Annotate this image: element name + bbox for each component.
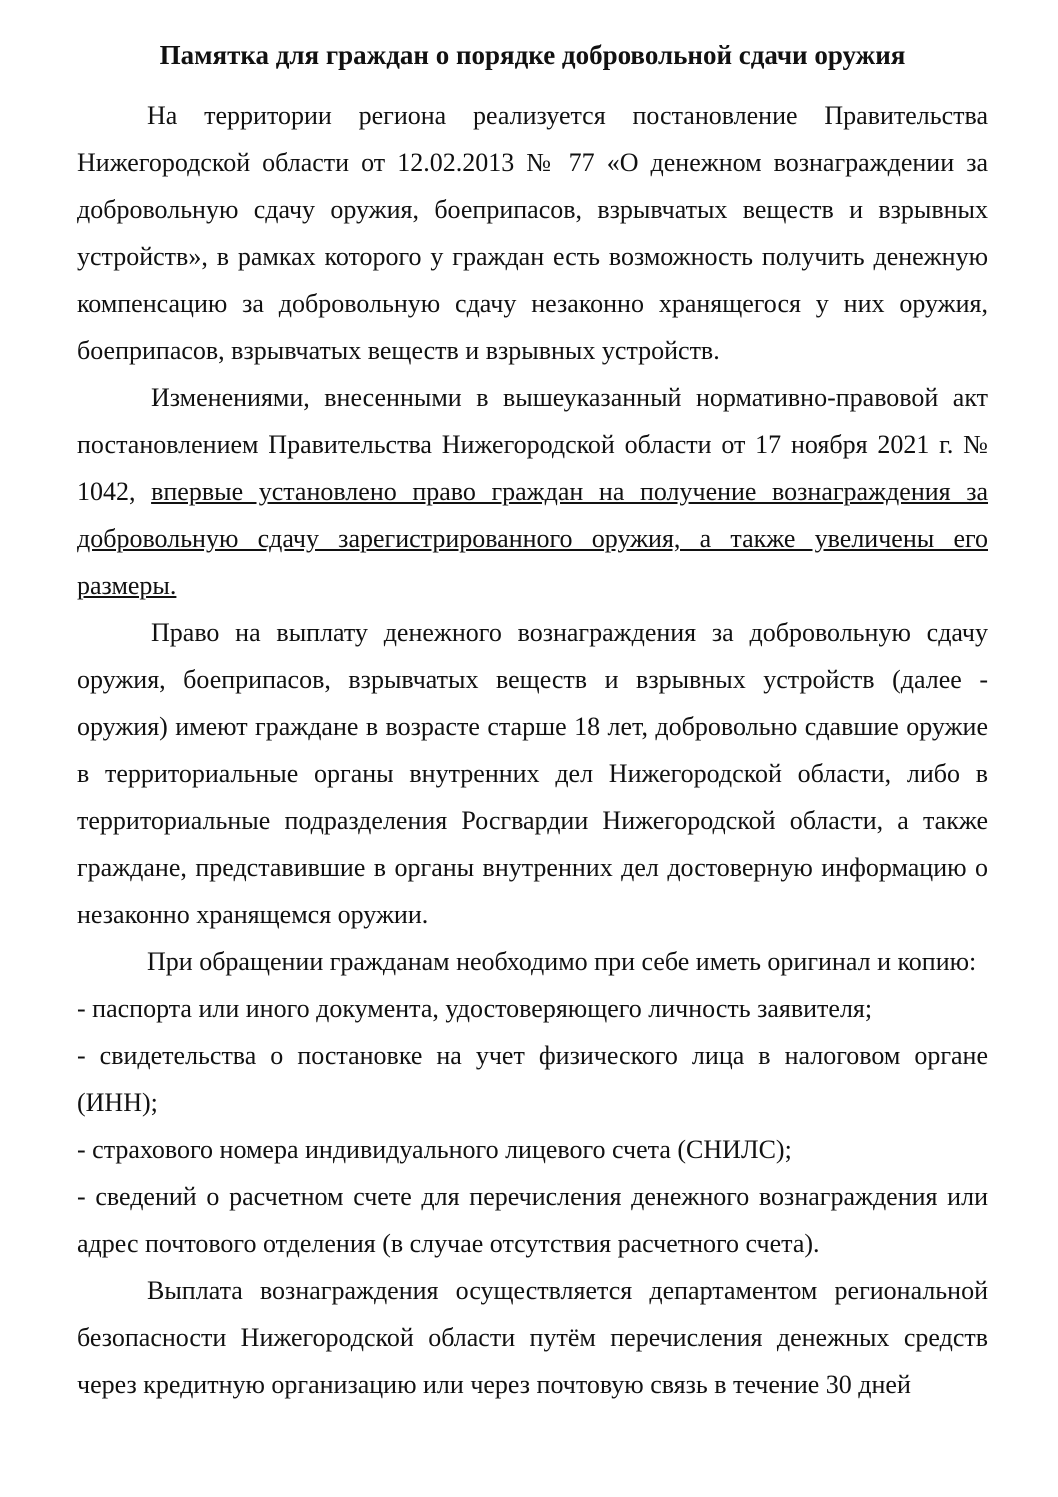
document-page — [77, 30, 988, 1408]
paragraph-eligibility: Право на выплату денежного вознаграждения за добровольную сдачу оружия, боеприпасов, взрывчатых веществ и взрывных устройств (далее - оружия) имеют граждане в возрасте старше 18 лет, добровольно сдавшие оружие в территориальные органы внутренних дел Нижегородской области, либо в территориальные подразделения Росгвардии Нижегородской области, а также граждане, представившие в органы внутренних дел достоверную информацию о незаконно хранящемся оружии. — [77, 618, 988, 929]
paragraph-documents-intro: При обращении гражданам необходимо при себе иметь оригинал и копию: — [147, 947, 977, 976]
paragraph-program: На территории региона реализуется постановление Правительства Нижегородской области от 12.02.2013 № 77 «О денежном вознаграждении за добровольную сдачу оружия, боеприпасов, взрывчатых веществ и взрывных устройств», в рамках которого у граждан есть возможность получить денежную компенсацию за добровольную сдачу незаконно хранящегося у них оружия, боеприпасов, взрывчатых веществ и взрывных устройств. — [77, 101, 988, 365]
document-title: Памятка для граждан о порядке добровольной сдачи оружия — [159, 40, 906, 70]
document-list-item: - паспорта или иного документа, удостоверяющего личность заявителя; — [77, 994, 873, 1023]
amendments-text: Изменениями, внесенными в вышеуказанный нормативно-правовой акт постановлением Правительства Нижегородской области от 17 ноября 2021 г. № 1042, — [77, 383, 988, 506]
paragraph-payment: Выплата вознаграждения осуществляется департаментом региональной безопасности Нижегородской области путём перечисления денежных средств через кредитную организацию или через почтовую связь в течение 30 дней — [77, 1276, 988, 1399]
paragraph-amendments — [77, 374, 988, 609]
amendments-underlined-text: впервые установлено право граждан на получение вознаграждения за добровольную сдачу зарегистрированного оружия, а также увеличены его размеры. — [77, 477, 989, 600]
document-list-item: - свидетельства о постановке на учет физического лица в налоговом органе (ИНН); — [77, 1041, 988, 1117]
document-list-item: - страхового номера индивидуального лицевого счета (СНИЛС); — [77, 1135, 792, 1164]
document-list-item: - сведений о расчетном счете для перечисления денежного вознаграждения или адрес почтового отделения (в случае отсутствия расчетного счета). — [77, 1182, 988, 1258]
